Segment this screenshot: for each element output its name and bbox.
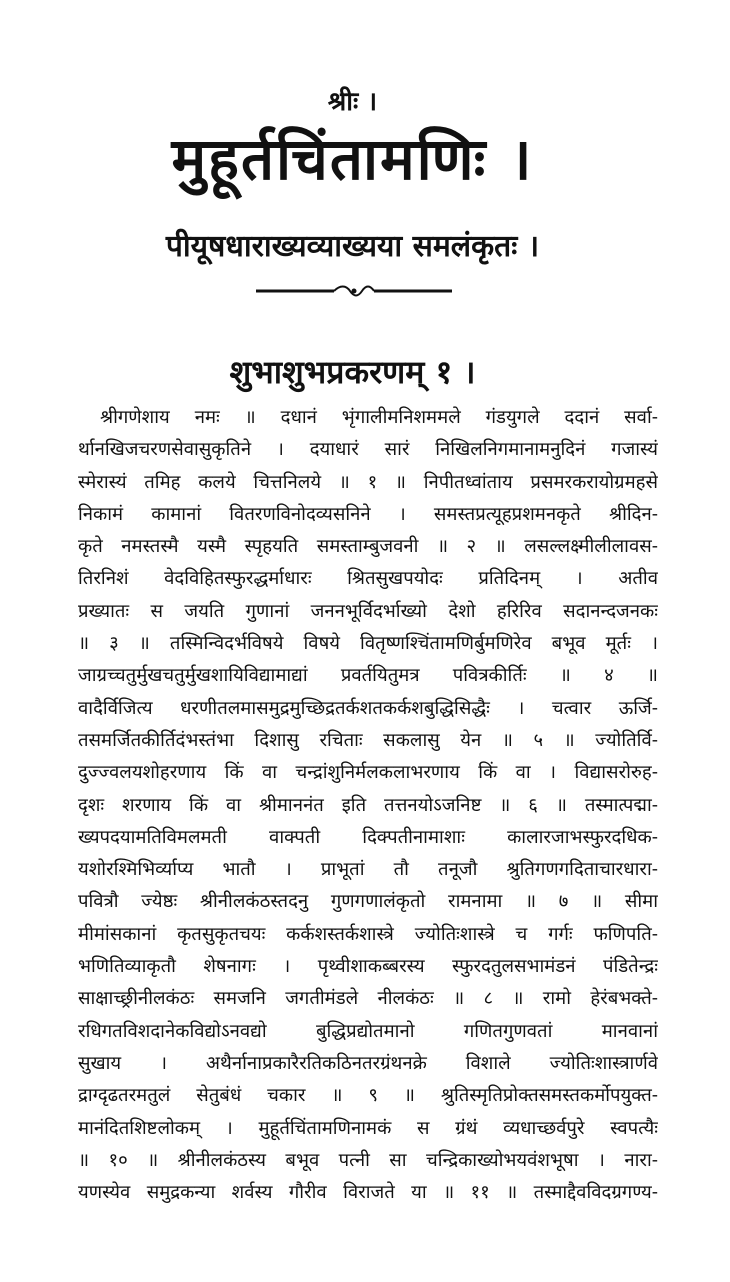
- text-line: भणितिव्याकृतौ शेषनागः । पृथ्वीशाकब्बरस्य स्फुरदतुलसभामंडनं पंडितेन्द्रः: [78, 956, 658, 978]
- ornamental-divider: [254, 284, 454, 298]
- section-heading: शुभाशुभप्रकरणम् १ ।: [229, 353, 476, 391]
- text-line: वादैर्विजित्य धरणीतलमासमुद्रमुच्छिद्रतर्कशतकर्कशबुद्धिसिद्धैः । चत्वार ऊर्जि-: [78, 697, 658, 719]
- text-line: श्रीगणेशाय नमः ॥ दधानं भृंगालीमनिशममले गंडयुगले ददानं सर्वा-: [100, 407, 658, 428]
- text-line: कृते नमस्तस्मै यस्मै स्पृहयति समस्ताम्बुजवनी ॥ २ ॥ लसल्लक्ष्मीलीलावस-: [78, 536, 658, 558]
- text-line: स्मेरास्यं तमिह कलये चित्तनिलये ॥ १ ॥ निपीतध्वांताय प्रसमरकरायोग्रमहसे: [78, 471, 658, 493]
- text-line: ख्यपदयामतिविमलमती वाक्पती दिक्पतीनामाशाः कालारजाभस्फुरदधिक-: [78, 826, 658, 848]
- text-line: जाग्रच्चतुर्मुखचतुर्मुखशायिविद्यामाद्यां प्रवर्तयितुमत्र पवित्रकीर्तिः ॥ ४ ॥: [78, 665, 658, 687]
- text-line: प्रख्यातः स जयति गुणानां जननभूर्विदर्भाख्यो देशो हरिरिव सदानन्दजनकः: [78, 600, 658, 622]
- body-text: [78, 402, 658, 1209]
- text-line: रधिगतविशदानेकविद्योऽनवद्यो बुद्धिप्रद्योतमानो गणितगुणवतां मानवानां: [78, 1020, 658, 1042]
- book-title: मुहूर्तचिंतामणिः ।: [171, 125, 534, 193]
- text-line: सुखाय । अथैर्नानाप्रकारैरतिकठिनतरग्रंथनक्रे विशाले ज्योतिःशास्त्रार्णवे: [78, 1052, 658, 1074]
- text-line: पवित्रौ ज्येष्ठः श्रीनीलकंठस्तदनु गुणगणालंकृतो रामनामा ॥ ७ ॥ सीमा: [78, 891, 658, 913]
- text-line: दृशः शरणाय किं वा श्रीमाननंत इति तत्तनयोऽजनिष्ट ॥ ६ ॥ तस्मात्पद्मा-: [78, 794, 658, 816]
- text-line: र्थानखिजचरणसेवासुकृतिने । दयाधारं सारं निखिलनिगमानामनुदिनं गजास्यं: [78, 439, 658, 461]
- text-line: ॥ १० ॥ श्रीनीलकंठस्य बभूव पत्नी सा चन्द्रिकाख्योभयवंशभूषा । नारा-: [78, 1149, 658, 1171]
- text-line: साक्षाच्छ्रीनीलकंठः समजनि जगतीमंडले नीलकंठः ॥ ८ ॥ रामो हेरंबभक्ते-: [78, 988, 658, 1010]
- invocation-heading: श्रीः ।: [327, 87, 378, 117]
- text-line: तिरनिशं वेदविहितस्फुरद्धर्माधारः श्रितसुखपयोदः प्रतिदिनम् । अतीव: [78, 568, 658, 590]
- text-line: यणस्येव समुद्रकन्या शर्वस्य गौरीव विराजते या ॥ ११ ॥ तस्माद्दैवविदग्रगण्य-: [78, 1182, 658, 1204]
- text-line: ॥ ३ ॥ तस्मिन्विदर्भविषये विषये वितृष्णश्चिंतामणिर्बुमणिरेव बभूव मूर्तः ।: [78, 633, 658, 655]
- book-subtitle: पीयूषधाराख्यव्याख्यया समलंकृतः ।: [165, 229, 540, 264]
- text-line: मीमांसकानां कृतसुकृतचयः कर्कशस्तर्कशास्त्रे ज्योतिःशास्त्रे च गर्गः फणिपति-: [78, 923, 658, 945]
- text-line: यशोरश्मिभिर्व्याप्य भातौ । प्राभूतां तौ तनूजौ श्रुतिगणगदिताचारधारा-: [78, 859, 658, 881]
- text-line: निकामं कामानां वितरणविनोदव्यसनिने । समस्तप्रत्यूहप्रशमनकृते श्रीदिन-: [78, 503, 658, 525]
- text-line: दुज्ज्वलयशोहरणाय किं वा चन्द्रांशुनिर्मलकलाभरणाय किं वा । विद्यासरोरुह-: [78, 762, 658, 784]
- text-line: मानंदितशिष्टलोकम् । मुहूर्तचिंतामणिनामकं स ग्रंथं व्यधाच्छर्वपुरे स्वपत्यैः: [78, 1117, 658, 1139]
- text-line: तसमर्जितकीर्तिदंभस्तंभा दिशासु रचिताः सकलासु येन ॥ ५ ॥ ज्योतिर्वि-: [78, 729, 658, 751]
- text-line: द्राग्दृढतरमतुलं सेतुबंधं चकार ॥ ९ ॥ श्रुतिस्मृतिप्रोक्तसमस्तकर्मोपयुक्त-: [78, 1085, 658, 1107]
